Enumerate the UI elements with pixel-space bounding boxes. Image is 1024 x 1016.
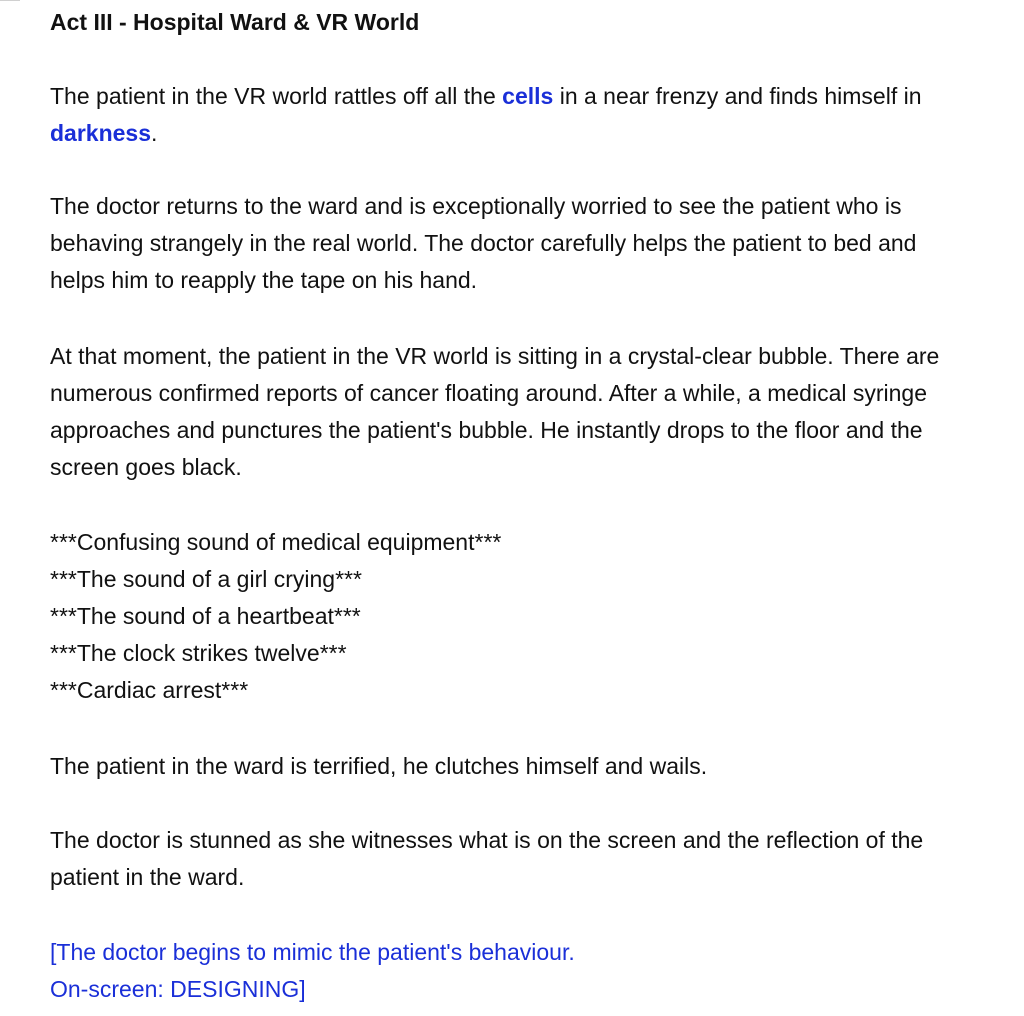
paragraph-doctor-returns — [50, 188, 1024, 299]
sound-cue: ***The clock strikes twelve*** — [50, 640, 347, 666]
paragraph-line: screen goes black. — [50, 454, 242, 480]
sound-cue: ***The sound of a heartbeat*** — [50, 603, 361, 629]
paragraph-line: behaving strangely in the real world. The doctor carefully helps the patient to bed and — [50, 230, 917, 256]
keyword-cells: cells — [502, 83, 554, 109]
keyword-darkness: darkness — [50, 120, 152, 146]
paragraph-bubble — [50, 338, 1024, 486]
paragraph-line: At that moment, the patient in the VR world is sitting in a crystal-clear bubble. There are — [50, 343, 940, 369]
paragraph-line: patient in the ward. — [50, 864, 245, 890]
sound-cue: ***Cardiac arrest*** — [50, 677, 249, 703]
paragraph-line: The patient in the VR world rattles off all the cells in a near frenzy and finds himself in — [50, 83, 922, 109]
stage-direction — [50, 934, 1024, 1008]
paragraph-patient-terrified — [50, 748, 1024, 785]
sound-cue: ***The sound of a girl crying*** — [50, 566, 362, 592]
sound-cues — [50, 524, 1024, 709]
sound-cue: ***Confusing sound of medical equipment*** — [50, 529, 502, 555]
paragraph-line: The doctor is stunned as she witnesses what is on the screen and the reflection of the — [50, 827, 924, 853]
stage-direction-line: On-screen: DESIGNING] — [50, 976, 306, 1002]
act-title: Act III - Hospital Ward & VR World — [50, 9, 420, 35]
paragraph-line: darkness. — [50, 120, 158, 146]
paragraph-line: helps him to reapply the tape on his hand. — [50, 267, 478, 293]
paragraph-line: The patient in the ward is terrified, he clutches himself and wails. — [50, 753, 708, 779]
paragraph-line: The doctor returns to the ward and is exceptionally worried to see the patient who is — [50, 193, 902, 219]
paragraph-vr-cells — [50, 78, 1024, 152]
paragraph-line: approaches and punctures the patient's bubble. He instantly drops to the floor and the — [50, 417, 923, 443]
stage-direction-line: [The doctor begins to mimic the patient's behaviour. — [50, 939, 575, 965]
paragraph-line: numerous confirmed reports of cancer floating around. After a while, a medical syringe — [50, 380, 927, 406]
page-corner-mark — [0, 0, 20, 3]
paragraph-doctor-stunned — [50, 822, 1024, 896]
